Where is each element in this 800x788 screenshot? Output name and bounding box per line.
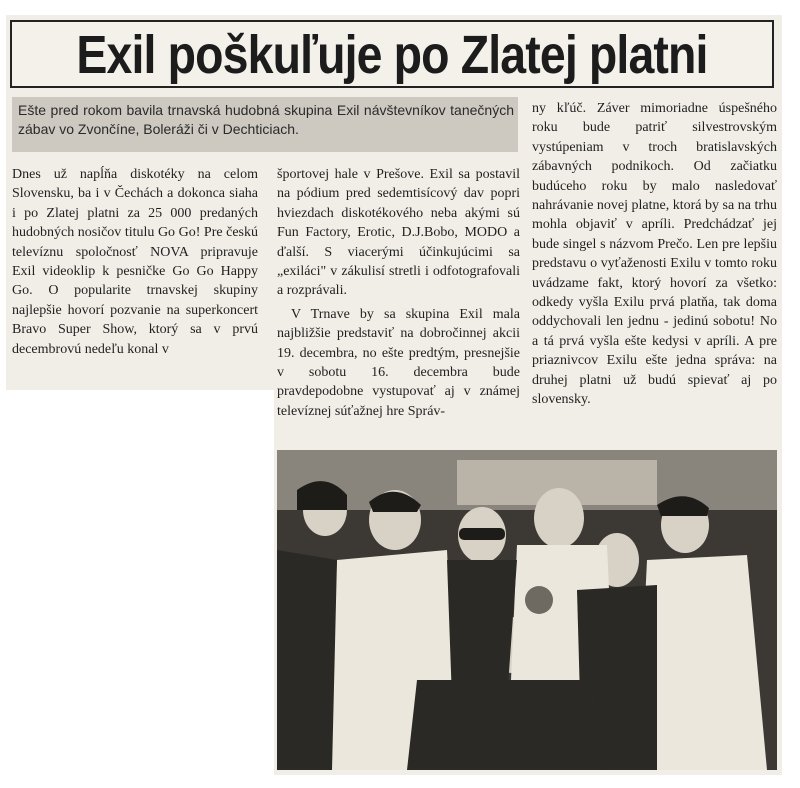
headline: Exil poškuľuje po Zlatej platni bbox=[76, 25, 708, 85]
column-2-paragraph-2: V Trnave by sa skupina Exil mala najbližšie predstaviť na dobročinnej akcii 19. decembra, no ešte predtým, presnejšie v sobotu 16. decembra bude pravdepodobne vystupovať aj v známej televíznej súťažnej hre Správ- bbox=[277, 306, 520, 419]
column-3-paragraph: ny kľúč. Záver mimoriadne úspešného roku bude patriť silvestrovským vystúpeniam v troch bratislavských zábavných podnikoch. Od začiatku budúceho roku by malo nasledovať nahrávanie novej platne, ktorá by sa na trhu mohla objaviť v apríli. Predchádzať jej bude singel s názvom Prečo. Len pre lepšiu predstavu o vyťaženosti Exilu v tomto roku uvádzame fakt, ktorý hovorí za všetko: odkedy vyšla Exilu prvá platňa, tak doma oddychovali len jednu - jedinú sobotu! No a tá prvá vyšla ešte kedysi v apríli. A pre priaznivcov Exilu ešte jedna správa: na druhej platni už budú spievať aj po slovensky. bbox=[532, 101, 777, 408]
column-1-paragraph: Dnes už napĺňa diskotéky na celom Slovensku, ba i v Čechách a dokonca siaha i po Zlatej platni za 25 000 predaných hudobných nosičov titulu Go Go! Pre českú televíznu spoločnosť NOVA pripravuje Exil videoklip k pesničke Go Go Happy Go. O popularite trnavskej skupiny najlepšie hovorí pozvanie na superkoncert Bravo Super Show, ktorý sa v prvú decembrovú nedeľu konal v bbox=[12, 167, 258, 357]
column-2-paragraph-1: športovej hale v Prešove. Exil sa postavil na pódium pred sedemtisícový dav popri hviezdach diskotékového neba akými sú Fun Factory, Erotic, D.J.Bobo, MODO a ďalší. S viacerými účinkujúcimi sa „exiláci" v zákulisí stretli i odfotografovali a rozprávali. bbox=[277, 167, 520, 299]
blank-area bbox=[6, 390, 274, 775]
article-column-3 bbox=[532, 99, 777, 410]
headline-box bbox=[10, 20, 774, 88]
lead-text: Ešte pred rokom bavila trnavská hudobná skupina Exil návštevníkov tanečných zábav vo Zvončíne, Boleráži či v Dechticiach. bbox=[18, 102, 514, 137]
band-photo-image bbox=[277, 450, 777, 770]
article-column-1 bbox=[12, 165, 258, 359]
band-photo bbox=[277, 450, 777, 770]
lead-box bbox=[12, 97, 518, 152]
article-column-2 bbox=[277, 165, 520, 421]
